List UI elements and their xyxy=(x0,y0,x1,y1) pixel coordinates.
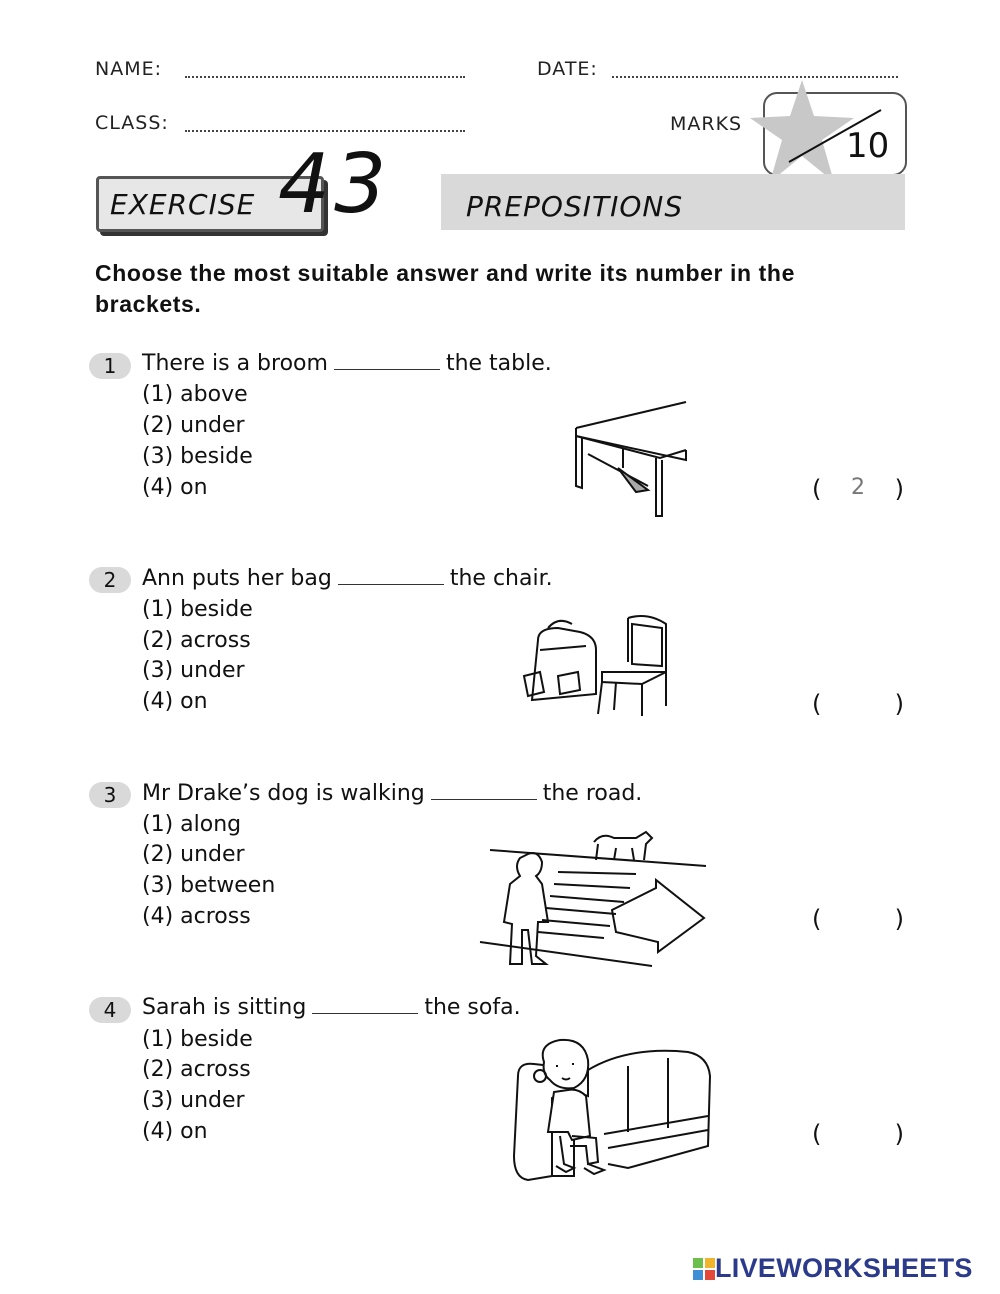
bracket-close: ) xyxy=(894,690,904,718)
answer-bracket[interactable] xyxy=(812,1120,904,1148)
bracket-open: ( xyxy=(812,905,822,933)
question-end: the table. xyxy=(445,351,552,376)
instruction-text: Choose the most suitable answer and write its number in the brackets. xyxy=(95,260,795,317)
option-2: (2) under xyxy=(142,842,245,867)
bracket-open: ( xyxy=(812,690,822,718)
question-stem: Sarah is sitting xyxy=(142,995,307,1020)
question-stem: There is a broom xyxy=(142,351,328,376)
class-label: CLASS: xyxy=(95,112,169,134)
road-dog-illustration xyxy=(476,826,716,971)
name-label: NAME: xyxy=(95,58,163,80)
question-number: 2 xyxy=(89,567,131,593)
answer-input[interactable]: 2 xyxy=(851,475,865,500)
option-2: (2) across xyxy=(142,628,251,653)
bracket-close: ) xyxy=(894,905,904,933)
bracket-close: ) xyxy=(894,475,904,503)
option-3: (3) between xyxy=(142,873,276,898)
liveworksheets-icon xyxy=(693,1258,715,1280)
name-field[interactable] xyxy=(185,76,465,78)
option-4: (4) on xyxy=(142,689,208,714)
sofa-girl-illustration xyxy=(508,1036,718,1186)
exercise-number: 43 xyxy=(278,137,391,232)
question-end: the road. xyxy=(542,781,643,806)
bracket-open: ( xyxy=(812,1120,822,1148)
answer-blank xyxy=(338,584,444,585)
question-number: 4 xyxy=(89,997,131,1023)
date-label: DATE: xyxy=(537,58,598,80)
option-1: (1) along xyxy=(142,812,242,837)
marks-label: MARKS xyxy=(670,113,743,135)
marks-total: 10 xyxy=(846,126,890,166)
table-broom-illustration xyxy=(568,398,693,523)
answer-blank xyxy=(334,369,440,370)
option-3: (3) beside xyxy=(142,444,253,469)
answer-bracket[interactable] xyxy=(812,690,904,718)
answer-blank xyxy=(312,1013,418,1014)
question-stem: Ann puts her bag xyxy=(142,566,332,591)
question-stem: Mr Drake’s dog is walking xyxy=(142,781,425,806)
option-1: (1) beside xyxy=(142,597,253,622)
option-3: (3) under xyxy=(142,1088,245,1113)
option-4: (4) on xyxy=(142,475,208,500)
question-text xyxy=(142,781,642,806)
question-text xyxy=(142,995,521,1020)
bag-chair-illustration xyxy=(518,610,673,720)
option-2: (2) across xyxy=(142,1057,251,1082)
option-1: (1) above xyxy=(142,382,248,407)
option-3: (3) under xyxy=(142,658,245,683)
bracket-open: ( xyxy=(812,475,822,503)
answer-bracket[interactable] xyxy=(812,475,904,503)
class-field[interactable] xyxy=(185,130,465,132)
exercise-label: EXERCISE xyxy=(110,188,256,221)
option-2: (2) under xyxy=(142,413,245,438)
option-4: (4) across xyxy=(142,904,251,929)
question-text xyxy=(142,566,553,591)
question-end: the sofa. xyxy=(424,995,521,1020)
option-1: (1) beside xyxy=(142,1027,253,1052)
question-text xyxy=(142,351,552,376)
liveworksheets-brand: LIVEWORKSHEETS xyxy=(715,1253,973,1283)
topic-title: PREPOSITIONS xyxy=(466,190,684,223)
question-end: the chair. xyxy=(449,566,553,591)
option-4: (4) on xyxy=(142,1119,208,1144)
question-number: 1 xyxy=(89,353,131,379)
answer-blank xyxy=(431,799,537,800)
bracket-close: ) xyxy=(894,1120,904,1148)
answer-bracket[interactable] xyxy=(812,905,904,933)
liveworksheets-logo xyxy=(693,1253,973,1284)
question-number: 3 xyxy=(89,782,131,808)
